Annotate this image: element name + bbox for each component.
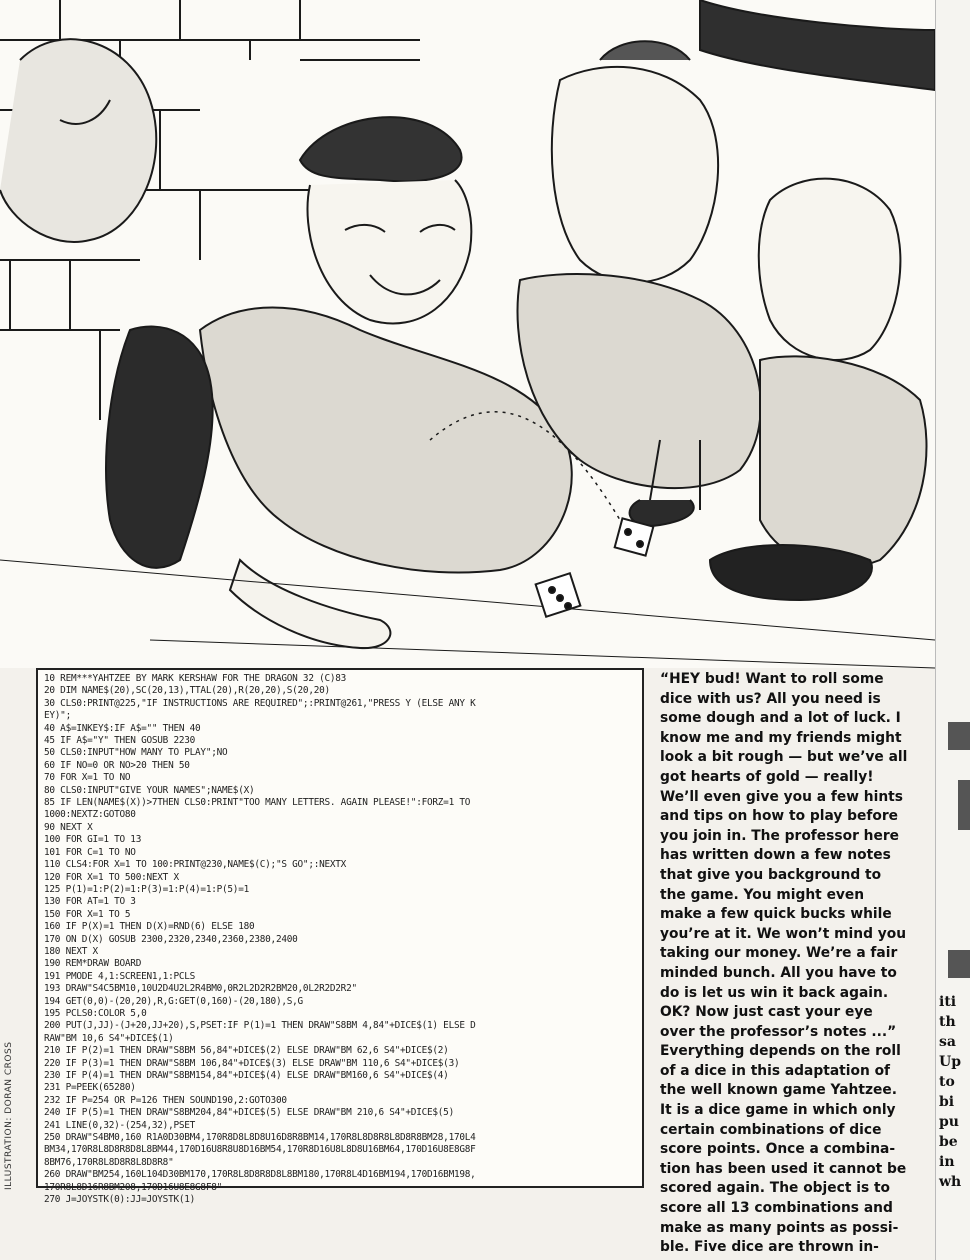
code-line: EY)"; — [44, 710, 71, 722]
code-line: 195 PCLS0:COLOR 5,0 — [44, 1007, 147, 1019]
article-line: taking our money. We’re a fair — [660, 945, 898, 962]
article-line: ble. Five dice are thrown in- — [660, 1239, 879, 1256]
code-line: 200 PUT(J,JJ)-(J+20,JJ+20),S,PSET:IF P(1)=1 THEN DRAW"S8BM 4,84"+DICE$(1) ELSE D — [44, 1020, 476, 1032]
fragment-line: be — [939, 1134, 958, 1150]
illustration-credit: ILLUSTRATION: DORAN CROSS — [4, 1041, 14, 1190]
article-line: the game. You might even — [660, 886, 865, 903]
article-line: certain combinations of dice — [660, 1121, 882, 1138]
code-line: 80 CLS0:INPUT"GIVE YOUR NAMES";NAME$(X) — [44, 784, 255, 796]
next-page-text-fragment — [939, 992, 969, 1192]
fragment-line: wh — [939, 1174, 962, 1190]
article-line: you join in. The professor here — [660, 827, 900, 844]
article-line: that give you background to — [660, 866, 882, 883]
next-page-block-bottom — [948, 950, 970, 978]
article-body — [660, 670, 932, 1255]
article-line: It is a dice game in which only — [660, 1102, 896, 1119]
code-line: 130 FOR AT=1 TO 3 — [44, 896, 136, 908]
code-line: 110 CLS4:FOR X=1 TO 100:PRINT@230,NAME$(C);"S GO";:NEXTX — [44, 859, 347, 871]
code-line: 45 IF A$="Y" THEN GOSUB 2230 — [44, 735, 196, 747]
code-line: 210 IF P(2)=1 THEN DRAW"S8BM 56,84"+DICE$(2) ELSE DRAW"BM 62,6 S4"+DICE$(2) — [44, 1045, 449, 1057]
code-line: 20 DIM NAME$(20),SC(20,13),TTAL(20),R(20,20),S(20,20) — [44, 685, 330, 697]
fragment-line: sa — [939, 1034, 956, 1050]
code-line: 70 FOR X=1 TO NO — [44, 772, 131, 784]
code-line: 193 DRAW"S4C5BM10,10U2D4U2L2R4BM0,0R2L2D2R2BM20,0L2R2D2R2" — [44, 983, 357, 995]
article-line: some dough and a lot of luck. I — [660, 710, 901, 727]
article-line: look a bit rough — but we’ve all — [660, 749, 908, 766]
code-line: 30 CLS0:PRINT@225,"IF INSTRUCTIONS ARE REQUIRED";:PRINT@261,"PRESS Y (ELSE ANY K — [44, 697, 476, 709]
code-line: 120 FOR X=1 TO 500:NEXT X — [44, 871, 179, 883]
fragment-line: to — [939, 1074, 955, 1090]
code-line: 250 DRAW"S4BM0,160 R1A0D30BM4,170R8D8L8D8U16D8R8BM14,170R8L8D8R8L8D8R8BM28,170L4 — [44, 1132, 476, 1144]
article-line: know me and my friends might — [660, 729, 902, 746]
code-line: 160 IF P(X)=1 THEN D(X)=RND(6) ELSE 180 — [44, 921, 255, 933]
article-line: got hearts of gold — really! — [660, 768, 874, 785]
article-line: make a few quick bucks while — [660, 906, 892, 923]
article-line: Everything depends on the roll — [660, 1043, 901, 1060]
code-line: 100 FOR GI=1 TO 13 — [44, 834, 142, 846]
article-line: has written down a few notes — [660, 847, 891, 864]
code-line: 40 A$=INKEY$:IF A$="" THEN 40 — [44, 722, 201, 734]
fragment-line: th — [939, 1014, 956, 1030]
article-line: “HEY bud! Want to roll some — [660, 671, 884, 687]
code-line: 190 REM*DRAW BOARD — [44, 958, 142, 970]
article-line: minded bunch. All you have to — [660, 964, 897, 981]
code-line: BM34,170R8L8D8R8D8L8BM44,170D16U8R8U8D16BM54,170R8D16U8L8D8U16BM64,170D16U8E8G8F — [44, 1144, 476, 1156]
code-line: 220 IF P(3)=1 THEN DRAW"S8BM 106,84"+DICE$(3) ELSE DRAW"BM 110,6 S4"+DICE$(3) — [44, 1057, 460, 1069]
article-line: tion has been used it cannot be — [660, 1160, 907, 1177]
article-line: make as many points as possi- — [660, 1219, 899, 1236]
article-line: score all 13 combinations and — [660, 1200, 893, 1217]
article-line: dice with us? All you need is — [660, 690, 881, 707]
next-page-edge — [935, 0, 970, 1260]
code-line: 125 P(1)=1:P(2)=1:P(3)=1:P(4)=1:P(5)=1 — [44, 883, 249, 895]
fragment-line: iti — [939, 994, 957, 1010]
code-line: 241 LINE(0,32)-(254,32),PSET — [44, 1119, 196, 1131]
code-line: 10 REM***YAHTZEE BY MARK KERSHAW FOR THE DRAGON 32 (C)83 — [44, 673, 347, 684]
code-line: 231 P=PEEK(65280) — [44, 1082, 136, 1094]
article-line: score points. Once a combina- — [660, 1141, 896, 1158]
fragment-line: Up — [939, 1054, 961, 1070]
code-line: 8BM76,170R8L8D8R8L8D8R8" — [44, 1156, 174, 1168]
article-line: of a dice in this adaptation of — [660, 1062, 891, 1079]
code-line: 85 IF LEN(NAME$(X))>7THEN CLS0:PRINT"TOO MANY LETTERS. AGAIN PLEASE!":FORZ=1 TO — [44, 797, 471, 809]
article-line: OK? Now just cast your eye — [660, 1004, 873, 1021]
code-line: 194 GET(0,0)-(20,20),R,G:GET(0,160)-(20,180),S,G — [44, 995, 303, 1007]
code-line: 260 DRAW"BM254,160L104D30BM170,170R8L8D8R8D8L8BM180,170R8L4D16BM194,170D16BM198, — [44, 1169, 476, 1181]
code-line: 240 IF P(5)=1 THEN DRAW"S8BM204,84"+DICE$(5) ELSE DRAW"BM 210,6 S4"+DICE$(5) — [44, 1107, 454, 1119]
code-line: 60 IF NO=0 OR NO>20 THEN 50 — [44, 759, 190, 771]
article-line: do is let us win it back again. — [660, 984, 889, 1001]
article-line: We’ll even give you a few hints — [660, 788, 903, 805]
basic-code-listing — [36, 668, 644, 1206]
article-line: the well known game Yahtzee. — [660, 1082, 897, 1099]
article-line: you’re at it. We won’t mind you — [660, 925, 907, 942]
code-line: 1000:NEXTZ:GOTO80 — [44, 809, 136, 821]
code-line: 170R8L8D16R8BM208,170D16U8E8G8F8" — [44, 1181, 223, 1193]
code-line: 170 ON D(X) GOSUB 2300,2320,2340,2360,2380,2400 — [44, 933, 298, 945]
code-line: 270 J=JOYSTK(0):JJ=JOYSTK(1) — [44, 1194, 196, 1206]
article-line: and tips on how to play before — [660, 808, 899, 825]
fragment-line: pu — [939, 1114, 959, 1130]
article-line: scored again. The object is to — [660, 1180, 891, 1197]
code-line: 101 FOR C=1 TO NO — [44, 846, 136, 858]
article-line: over the professor’s notes ...” — [660, 1023, 897, 1040]
next-page-block-mid — [958, 780, 970, 830]
code-line: RAW"BM 10,6 S4"+DICE$(1) — [44, 1032, 174, 1044]
fragment-line: bi — [939, 1094, 955, 1110]
code-line: 232 IF P=254 OR P=126 THEN SOUND190,2:GOTO300 — [44, 1094, 287, 1106]
code-line: 191 PMODE 4,1:SCREEN1,1:PCLS — [44, 970, 196, 982]
fragment-line: in — [939, 1154, 955, 1170]
code-line: 230 IF P(4)=1 THEN DRAW"S8BM154,84"+DICE$(4) ELSE DRAW"BM160,6 S4"+DICE$(4) — [44, 1070, 449, 1081]
next-page-block-top — [948, 722, 970, 750]
code-line: 180 NEXT X — [44, 945, 98, 957]
code-line: 90 NEXT X — [44, 821, 93, 833]
code-line: 150 FOR X=1 TO 5 — [44, 908, 131, 920]
code-line: 50 CLS0:INPUT"HOW MANY TO PLAY";NO — [44, 747, 228, 759]
